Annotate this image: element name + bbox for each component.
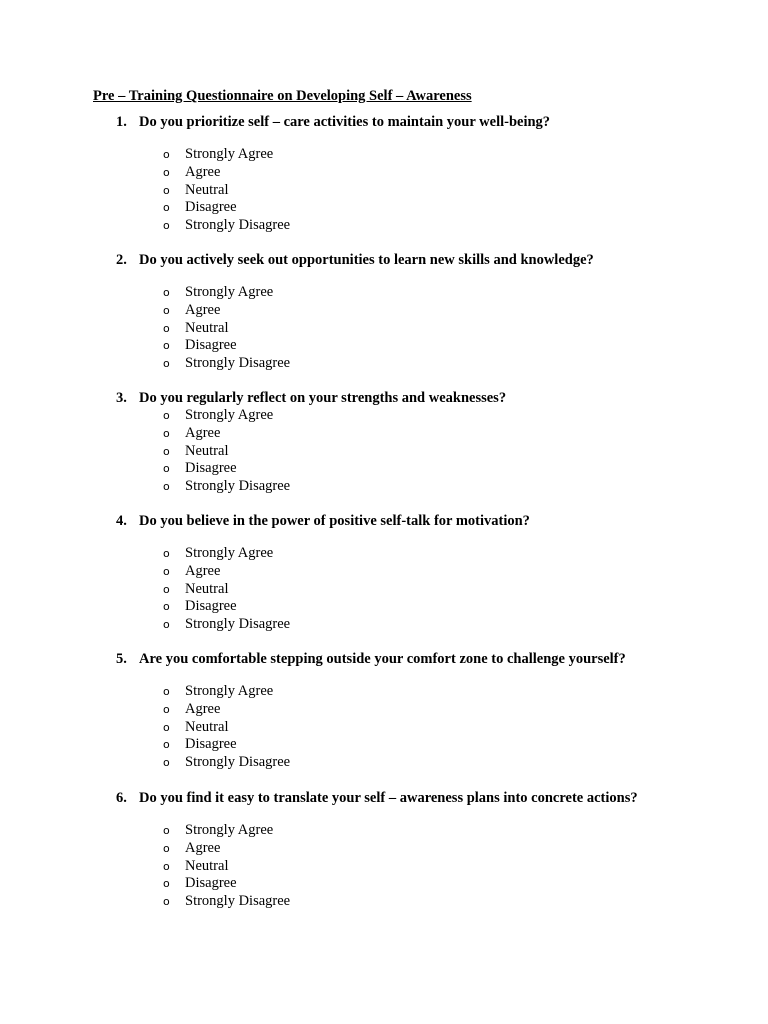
answer-option[interactable] bbox=[0, 701, 768, 719]
question-number: 3. bbox=[116, 390, 127, 406]
answer-options bbox=[0, 683, 768, 772]
answer-options bbox=[0, 822, 768, 911]
circle-bullet-icon: o bbox=[163, 618, 170, 632]
answer-label: Strongly Disagree bbox=[185, 616, 291, 633]
answer-label: Strongly Disagree bbox=[185, 478, 291, 495]
circle-bullet-icon: o bbox=[163, 480, 170, 494]
circle-bullet-icon: o bbox=[163, 409, 170, 422]
circle-bullet-icon: o bbox=[163, 444, 170, 458]
question-heading bbox=[0, 512, 768, 530]
answer-label: Disagree bbox=[185, 337, 237, 354]
circle-bullet-icon: o bbox=[163, 303, 170, 317]
answer-option[interactable] bbox=[0, 320, 768, 338]
answer-option[interactable] bbox=[0, 182, 768, 200]
answer-option[interactable] bbox=[0, 893, 768, 911]
circle-bullet-icon: o bbox=[163, 339, 170, 353]
answer-label: Disagree bbox=[185, 598, 237, 615]
question-4 bbox=[0, 512, 768, 634]
circle-bullet-icon: o bbox=[163, 183, 170, 197]
question-2 bbox=[0, 251, 768, 373]
question-3 bbox=[0, 389, 768, 496]
circle-bullet-icon: o bbox=[163, 720, 170, 734]
question-text: Do you actively seek out opportunities to learn new skills and knowledge? bbox=[139, 252, 594, 268]
question-6 bbox=[0, 789, 768, 911]
circle-bullet-icon: o bbox=[163, 165, 170, 179]
answer-label: Strongly Disagree bbox=[185, 217, 291, 234]
answer-label: Disagree bbox=[185, 736, 237, 753]
question-number: 5. bbox=[116, 651, 127, 667]
answer-option[interactable] bbox=[0, 355, 768, 373]
circle-bullet-icon: o bbox=[163, 877, 170, 891]
circle-bullet-icon: o bbox=[163, 756, 170, 770]
answer-option[interactable] bbox=[0, 199, 768, 217]
answer-label: Disagree bbox=[185, 460, 237, 477]
question-heading bbox=[0, 789, 768, 807]
circle-bullet-icon: o bbox=[163, 841, 170, 855]
circle-bullet-icon: o bbox=[163, 895, 170, 909]
question-number: 4. bbox=[116, 513, 127, 529]
answer-label: Agree bbox=[185, 562, 221, 579]
question-heading bbox=[0, 650, 768, 668]
question-heading bbox=[0, 113, 768, 131]
circle-bullet-icon: o bbox=[163, 219, 170, 233]
circle-bullet-icon: o bbox=[163, 547, 170, 560]
circle-bullet-icon: o bbox=[163, 600, 170, 614]
answer-label: Neutral bbox=[185, 580, 229, 597]
answer-label: Strongly Agree bbox=[185, 822, 274, 838]
question-number: 1. bbox=[116, 114, 127, 130]
answer-option[interactable] bbox=[0, 337, 768, 355]
answer-option[interactable] bbox=[0, 425, 768, 443]
circle-bullet-icon: o bbox=[163, 859, 170, 873]
answer-label: Agree bbox=[185, 700, 221, 717]
answer-option[interactable] bbox=[0, 563, 768, 581]
answer-option[interactable] bbox=[0, 858, 768, 876]
question-text: Do you find it easy to translate your self – awareness plans into concrete actions? bbox=[139, 790, 638, 806]
answer-label: Strongly Agree bbox=[185, 407, 274, 423]
circle-bullet-icon: o bbox=[163, 426, 170, 440]
answer-option[interactable] bbox=[0, 443, 768, 461]
circle-bullet-icon: o bbox=[163, 824, 170, 837]
answer-label: Neutral bbox=[185, 442, 229, 459]
circle-bullet-icon: o bbox=[163, 462, 170, 476]
answer-option[interactable] bbox=[0, 146, 768, 164]
answer-label: Neutral bbox=[185, 718, 229, 735]
answer-label: Strongly Agree bbox=[185, 146, 274, 162]
answer-option[interactable] bbox=[0, 545, 768, 563]
question-number: 6. bbox=[116, 790, 127, 806]
answer-options bbox=[0, 545, 768, 634]
answer-label: Strongly Agree bbox=[185, 683, 274, 699]
answer-label: Strongly Agree bbox=[185, 545, 274, 561]
answer-option[interactable] bbox=[0, 598, 768, 616]
circle-bullet-icon: o bbox=[163, 357, 170, 371]
answer-option[interactable] bbox=[0, 164, 768, 182]
answer-options bbox=[0, 146, 768, 235]
answer-label: Agree bbox=[185, 839, 221, 856]
circle-bullet-icon: o bbox=[163, 564, 170, 578]
circle-bullet-icon: o bbox=[163, 685, 170, 698]
answer-option[interactable] bbox=[0, 875, 768, 893]
circle-bullet-icon: o bbox=[163, 286, 170, 299]
document-title: Pre – Training Questionnaire on Developing Self – Awareness bbox=[93, 88, 472, 104]
answer-option[interactable] bbox=[0, 840, 768, 858]
answer-option[interactable] bbox=[0, 302, 768, 320]
answer-label: Agree bbox=[185, 301, 221, 318]
question-text: Do you prioritize self – care activities to maintain your well-being? bbox=[139, 114, 551, 130]
question-number: 2. bbox=[116, 252, 127, 268]
circle-bullet-icon: o bbox=[163, 582, 170, 596]
answer-option[interactable] bbox=[0, 460, 768, 478]
answer-label: Neutral bbox=[185, 319, 229, 336]
answer-label: Neutral bbox=[185, 181, 229, 198]
answer-label: Neutral bbox=[185, 857, 229, 874]
answer-label: Agree bbox=[185, 424, 221, 441]
answer-option[interactable] bbox=[0, 217, 768, 235]
answer-option[interactable] bbox=[0, 581, 768, 599]
answer-options bbox=[0, 407, 768, 496]
question-1 bbox=[0, 113, 768, 235]
circle-bullet-icon: o bbox=[163, 702, 170, 716]
answer-label: Strongly Disagree bbox=[185, 355, 291, 372]
answer-option[interactable] bbox=[0, 478, 768, 496]
answer-option[interactable] bbox=[0, 616, 768, 634]
question-text: Do you regularly reflect on your strengths and weaknesses? bbox=[139, 390, 507, 406]
question-5 bbox=[0, 650, 768, 772]
answer-option[interactable] bbox=[0, 719, 768, 737]
question-text: Are you comfortable stepping outside your comfort zone to challenge yourself? bbox=[139, 651, 626, 667]
circle-bullet-icon: o bbox=[163, 738, 170, 752]
circle-bullet-icon: o bbox=[163, 321, 170, 335]
answer-label: Disagree bbox=[185, 875, 237, 892]
answer-label: Strongly Agree bbox=[185, 284, 274, 300]
answer-options bbox=[0, 284, 768, 373]
answer-option[interactable] bbox=[0, 407, 768, 425]
answer-option[interactable] bbox=[0, 284, 768, 302]
answer-option[interactable] bbox=[0, 683, 768, 701]
answer-label: Agree bbox=[185, 163, 221, 180]
answer-label: Strongly Disagree bbox=[185, 754, 291, 771]
answer-option[interactable] bbox=[0, 736, 768, 754]
question-heading bbox=[0, 389, 768, 407]
circle-bullet-icon: o bbox=[163, 148, 170, 161]
answer-label: Disagree bbox=[185, 199, 237, 216]
answer-option[interactable] bbox=[0, 754, 768, 772]
question-text: Do you believe in the power of positive self-talk for motivation? bbox=[139, 513, 530, 529]
question-heading bbox=[0, 251, 768, 269]
circle-bullet-icon: o bbox=[163, 201, 170, 215]
answer-option[interactable] bbox=[0, 822, 768, 840]
answer-label: Strongly Disagree bbox=[185, 893, 291, 910]
